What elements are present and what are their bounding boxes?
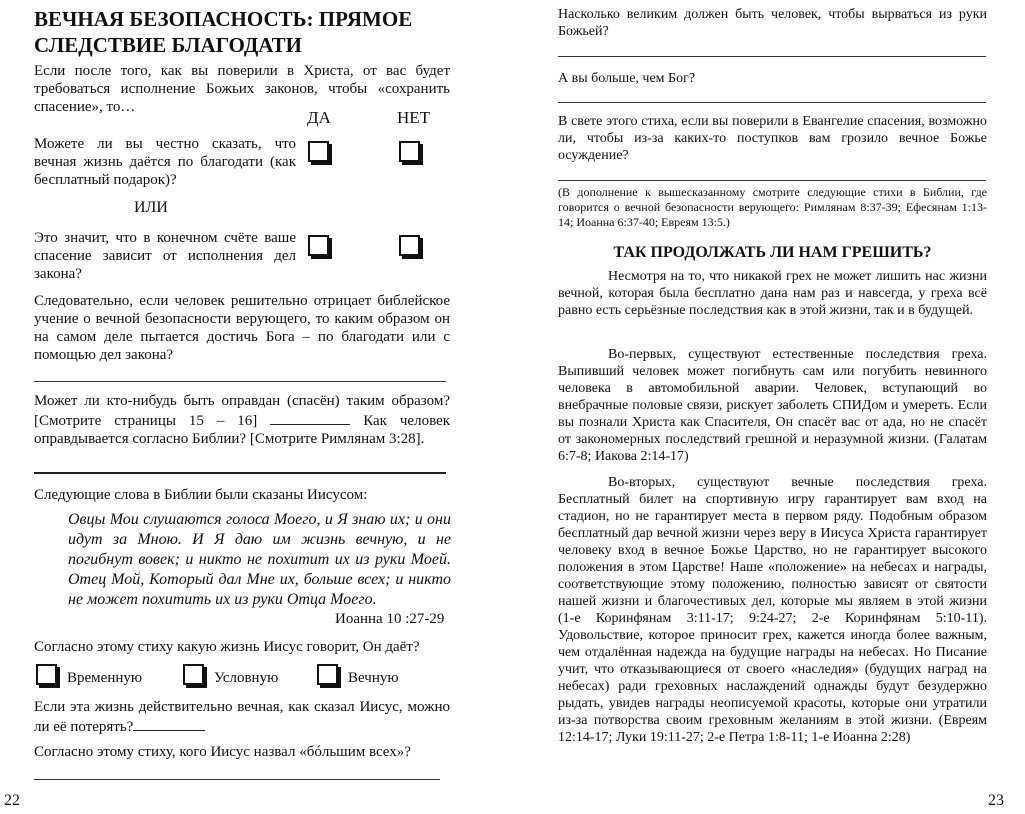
checkbox-conditional[interactable] bbox=[183, 664, 204, 685]
question-how-great: Насколько великим должен быть человек, чтобы вырваться из руки Божьей? bbox=[558, 7, 987, 39]
checkbox-grace-no[interactable] bbox=[399, 141, 420, 162]
answer-line[interactable] bbox=[34, 472, 446, 474]
right-page bbox=[512, 0, 1025, 814]
scripture-verse: Овцы Мои слушаются голоса Моего, и Я знаю их; и они идут за Мною. И Я даю им жизнь вечную, и не погибнут вовек; и никто не похитит их из руки Моей. Отец Мой, Который дал Мне их, больше всех; и никто не может похитить их из руки Отца Моего. bbox=[68, 511, 451, 608]
answer-blank[interactable] bbox=[133, 716, 205, 731]
answer-line[interactable] bbox=[34, 779, 440, 780]
option-eternal: Вечную bbox=[348, 670, 399, 686]
option-temporary: Временную bbox=[67, 670, 143, 686]
question-greater: Согласно этому стиху, кого Иисус назвал «бóльшим всех»? bbox=[34, 744, 411, 760]
question-lose bbox=[34, 698, 450, 736]
paragraph-eternal-consequences: Во-вторых, существуют вечные последствия греха. Бесплатный билет на спортивную игру гарантирует вам вход на стадион, но не гарантирует места в первом ряду. Подобным образом бесплатный дар вечной жизни через веру в Иисуса Христа гарантирует человеку вход в вечное Божье Царство, но не гарантирует высокого положения в этом Царстве! Наше «положение» на небесах и награды, соответствующие этому положению, полностью зависят от святости нашей жизни и благочестивых дел, которые мы являем в этой жизни (1-е Коринфянам 3:11-17; 9:24-27; 2-е Коринфянам 5:10-11). Удовольствие, которое приносит грех, кажется иногда более важным, чем отдалённая надежда на будущие награды на небесах. Но Писание учит, что отказывающиеся от своего «наследия» (будущих наград на небесах) ради греховных наслаждений однажды будут безудержно рыдать, увидев награды неописуемой красоты, которые они утратили из-за потворства своим греховным желаниям в этой жизни. (Евреям 12:14-17; Луки 19:11-27; 2-е Петра 1:8-11; 1-е Иоанна 2:28) bbox=[558, 475, 987, 745]
intro-paragraph: Если после того, как вы поверили в Христа, от вас будет требоваться исполнение Божьих законов, чтобы «сохранить спасение», то… bbox=[34, 63, 450, 115]
section-heading: ТАК ПРОДОЛЖАТЬ ЛИ НАМ ГРЕШИТЬ? bbox=[613, 244, 932, 261]
answer-blank[interactable] bbox=[270, 410, 350, 425]
question-justified bbox=[34, 392, 450, 448]
page-number-left: 22 bbox=[4, 792, 20, 809]
question-in-light: В свете этого стиха, если вы поверили в Евангелие спасения, возможно ли, чтобы из-за каких-то поступков вам грозило вечное Божье осуждение? bbox=[558, 114, 987, 163]
verse-reference: Иоанна 10 :27-29 bbox=[335, 611, 445, 627]
additional-verses-note: (В дополнение к вышесказанному смотрите следующие стихи в Библии, где говорится о вечной безопасности верующего: Римлянам 8:37-39; Ефесянам 1:13-14; Иоанна 6:37-40; Евреям 13:5.) bbox=[558, 185, 987, 229]
question-grace: Можете ли вы честно сказать, что вечная жизнь даётся по благодати (как бесплатный подарок)? bbox=[34, 136, 296, 188]
checkbox-eternal[interactable] bbox=[317, 664, 338, 685]
checkbox-temporary[interactable] bbox=[36, 664, 57, 685]
answer-line[interactable] bbox=[34, 381, 446, 382]
page-number-right: 23 bbox=[988, 792, 1004, 809]
question-works: Это значит, что в конечном счёте ваше спасение зависит от исполнения дел закона? bbox=[34, 230, 296, 282]
words-intro: Следующие слова в Библии были сказаны Иисусом: bbox=[34, 487, 368, 503]
answer-line[interactable] bbox=[558, 102, 986, 103]
column-header-no: НЕТ bbox=[397, 108, 431, 127]
question-justified-part2: Как человек оправдывается согласно Библии? [Смотрите Римлянам 3:28]. bbox=[34, 413, 451, 447]
column-header-yes: ДА bbox=[307, 108, 331, 127]
question-justified-part1: Может ли кто-нибудь быть оправдан (спасён) таким образом? [Смотрите страницы 15 – 16] bbox=[34, 393, 450, 429]
paragraph-intro: Несмотря на то, что никакой грех не может лишить нас жизни вечной, которая была бесплатно дана нам раз и навсегда, у греха всё равно есть серьёзные последствия как в этой жизни, так и в будущей. bbox=[558, 269, 987, 318]
page-title: ВЕЧНАЯ БЕЗОПАСНОСТЬ: ПРЯМОЕ СЛЕДСТВИЕ БЛАГОДАТИ bbox=[34, 7, 413, 57]
paragraph-natural-consequences: Во-первых, существуют естественные последствия греха. Выпивший человек может погибнуть сам или погубить невинного человека в автомобильной аварии. Человек, вступающий во внебрачные половые связи, рискует заболеть СПИДом и умереть. Если вы познали Христа как Спасителя, Он спасёт вас от ада, но не спасёт от закономерных последствий грешной и неразумной жизни. (Галатам 6:7-8; Иакова 2:14-17) bbox=[558, 347, 987, 464]
left-page bbox=[0, 0, 512, 814]
consequently-paragraph: Следовательно, если человек решительно отрицает библейское учение о вечной безопасности верующего, то каким образом он на самом деле пытается достичь Бога – по благодати или с помощью дел закона? bbox=[34, 293, 450, 363]
question-greater-than-god: А вы больше, чем Бог? bbox=[558, 71, 696, 86]
checkbox-works-yes[interactable] bbox=[308, 235, 329, 256]
checkbox-works-no[interactable] bbox=[399, 235, 420, 256]
question-lose-text: Если эта жизнь действительно вечная, как сказал Иисус, можно ли её потерять? bbox=[34, 699, 450, 735]
question-which-life: Согласно этому стиху какую жизнь Иисус говорит, Он даёт? bbox=[34, 639, 420, 655]
answer-line[interactable] bbox=[558, 56, 986, 57]
checkbox-grace-yes[interactable] bbox=[308, 141, 329, 162]
option-conditional: Условную bbox=[214, 670, 279, 686]
or-label: ИЛИ bbox=[134, 199, 168, 216]
answer-line[interactable] bbox=[558, 180, 986, 181]
